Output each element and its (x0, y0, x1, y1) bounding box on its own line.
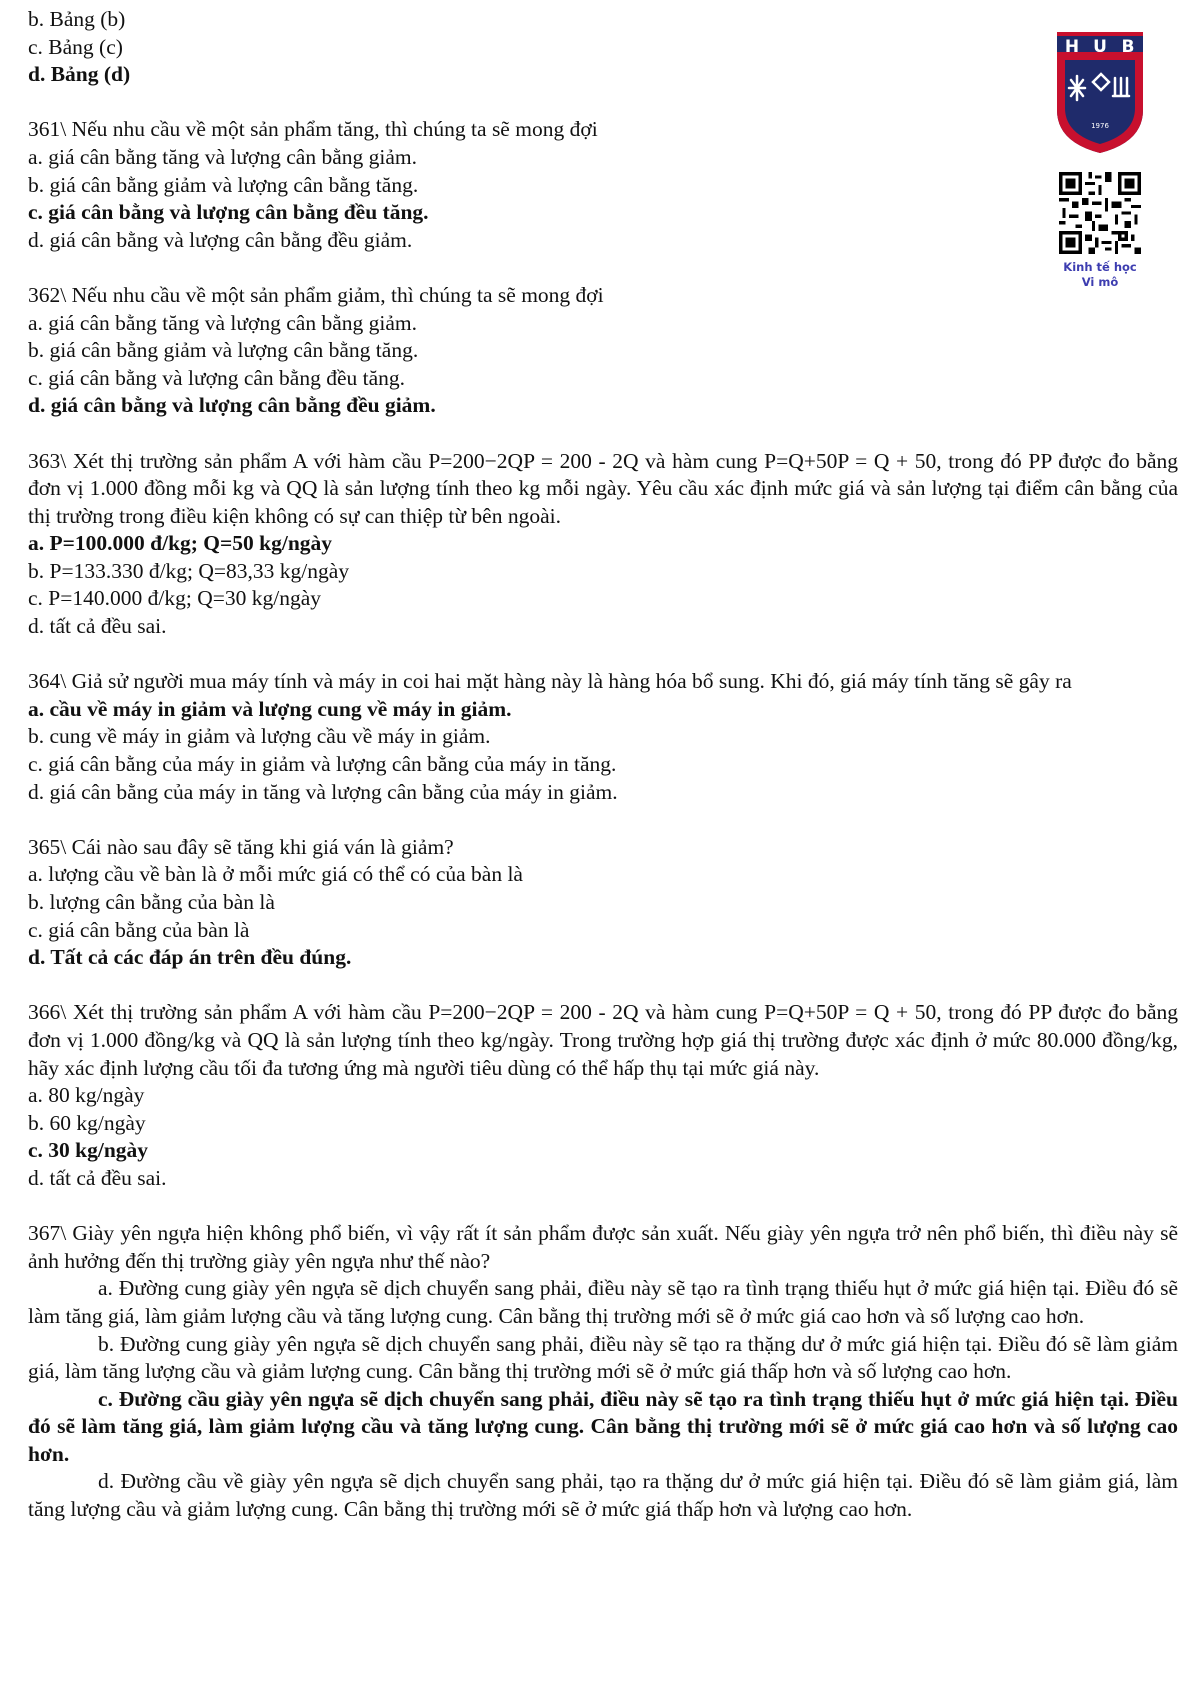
option-text: b. giá cân bằng giảm và lượng cân bằng tăng. (28, 172, 419, 197)
logo-letter: U (1093, 37, 1107, 57)
option-text: b. 60 kg/ngày (28, 1110, 146, 1135)
option-text: b. Đường cung giày yên ngựa sẽ dịch chuyển sang phải, điều này sẽ tạo ra thặng dư ở mức giá hiện tại. Điều đó sẽ làm giảm giá, làm tăng lượng cầu và giảm lượng cung. Cân bằng thị trường mới sẽ ở mức giá thấp hơn và số lượng cao hơn. (28, 1331, 1178, 1384)
option-text: b. cung về máy in giảm và lượng cầu về máy in giảm. (28, 724, 491, 749)
hub-shield-icon (1055, 30, 1145, 155)
option-text: d. Đường cầu về giày yên ngựa sẽ dịch chuyển sang phải, tạo ra thặng dư ở mức giá hiện tại. Điều đó sẽ làm giảm giá, làm tăng lượng cầu và giảm lượng cung. Cân bằng thị trường mới sẽ ở mức giá thấp hơn và lượng cao hơn. (28, 1469, 1178, 1522)
option-text: d. tất cả đều sai. (28, 614, 167, 639)
option-text: c. giá cân bằng và lượng cân bằng đều tăng. (28, 365, 406, 390)
correct-option: c. 30 kg/ngày (28, 1138, 149, 1163)
option-text: b. P=133.330 đ/kg; Q=83,33 kg/ngày (28, 558, 350, 583)
question-361: 361\ Nếu nhu cầu về một sản phẩm tăng, thì chúng ta sẽ mong đợi (28, 117, 598, 142)
option-text: d. tất cả đều sai. (28, 1165, 167, 1190)
option-text: a. lượng cầu về bàn là ở mỗi mức giá có thể có của bàn là (28, 862, 523, 887)
option-text: b. lượng cân bằng của bàn là (28, 890, 275, 914)
correct-option: d. giá cân bằng và lượng cân bằng đều giảm. (28, 393, 436, 418)
question-367: 367\ Giày yên ngựa hiện không phổ biến, vì vậy rất ít sản phẩm được sản xuất. Nếu giày yên ngựa trở nên phổ biến, thì điều này sẽ ảnh hưởng đến thị trường giày yên ngựa như thế nào? (28, 1221, 1178, 1273)
document-page (28, 6, 1178, 1524)
qr-caption (1045, 260, 1155, 290)
hub-logo (1055, 30, 1145, 155)
option-text: c. P=140.000 đ/kg; Q=30 kg/ngày (28, 586, 321, 611)
correct-option: a. cầu về máy in giảm và lượng cung về máy in giảm. (28, 696, 512, 721)
question-364: 364\ Giả sử người mua máy tính và máy in coi hai mặt hàng này là hàng hóa bổ sung. Khi đó, giá máy tính tăng sẽ gây ra (28, 669, 1072, 694)
question-363: 363\ Xét thị trường sản phẩm A với hàm cầu P=200−2QP = 200 - 2Q và hàm cung P=Q+50P = Q + 50, trong đó PP được đo bằng đơn vị 1.000 đồng mỗi kg và QQ là sản lượng tính theo kg mỗi ngày. Yêu cầu xác định mức giá và sản lượng tại điểm cân bằng của thị trường trong điều kiện không có sự can thiệp từ bên ngoài. (28, 448, 1178, 528)
question-365: 365\ Cái nào sau đây sẽ tăng khi giá ván là giảm? (28, 834, 454, 859)
correct-option: c. Đường cầu giày yên ngựa sẽ dịch chuyển sang phải, điều này sẽ tạo ra tình trạng thiếu hụt ở mức giá hiện tại. Điều đó sẽ làm tăng giá, làm giảm lượng cầu và tăng lượng cung. Cân bằng thị trường mới sẽ ở mức giá cao hơn và số lượng cao hơn. (28, 1386, 1178, 1466)
option-text: c. Bảng (c) (28, 34, 123, 59)
option-text: a. 80 kg/ngày (28, 1083, 145, 1108)
logo-letter: H (1064, 37, 1080, 57)
question-362: 362\ Nếu nhu cầu về một sản phẩm giảm, thì chúng ta sẽ mong đợi (28, 282, 604, 307)
option-text: d. giá cân bằng và lượng cân bằng đều giảm. (28, 227, 413, 252)
logo-year: 1976 (1091, 122, 1109, 130)
option-text: a. giá cân bằng tăng và lượng cân bằng giảm. (28, 310, 417, 335)
question-366: 366\ Xét thị trường sản phẩm A với hàm cầu P=200−2QP = 200 - 2Q và hàm cung P=Q+50P = Q + 50, trong đó PP được đo bằng đơn vị 1.000 đồng/kg và QQ là sản lượng tính theo kg/ngày. Trong trường hợp giá thị trường được xác định ở mức 80.000 đồng/kg, hãy xác định lượng cầu tối đa tương ứng mà người tiêu dùng có thể hấp thụ tại mức giá này. (28, 1000, 1178, 1080)
option-text: b. giá cân bằng giảm và lượng cân bằng tăng. (28, 338, 419, 363)
option-text: c. giá cân bằng của máy in giảm và lượng cân bằng của máy in tăng. (28, 752, 617, 777)
correct-option: d. Tất cả các đáp án trên đều đúng. (28, 945, 352, 970)
correct-option: c. giá cân bằng và lượng cân bằng đều tăng. (28, 200, 429, 225)
option-text: c. giá cân bằng của bàn là (28, 917, 250, 942)
qr-caption-line: Kinh tế học (1063, 260, 1137, 274)
option-text: a. giá cân bằng tăng và lượng cân bằng giảm. (28, 144, 417, 169)
correct-option: a. P=100.000 đ/kg; Q=50 kg/ngày (28, 531, 333, 556)
qr-code-icon[interactable] (1059, 172, 1141, 254)
qr-caption-line: Vi mô (1081, 275, 1119, 289)
correct-option: d. Bảng (d) (28, 62, 131, 87)
option-text: d. giá cân bằng của máy in tăng và lượng cân bằng của máy in giảm. (28, 779, 618, 804)
option-text: a. Đường cung giày yên ngựa sẽ dịch chuyển sang phải, điều này sẽ tạo ra tình trạng thiếu hụt ở mức giá hiện tại. Điều đó sẽ làm tăng giá, làm giảm lượng cầu và tăng lượng cung. Cân bằng thị trường mới sẽ ở mức giá cao hơn và số lượng cao hơn. (28, 1276, 1178, 1328)
option-text: b. Bảng (b) (28, 7, 126, 31)
logo-letter: B (1121, 37, 1135, 57)
